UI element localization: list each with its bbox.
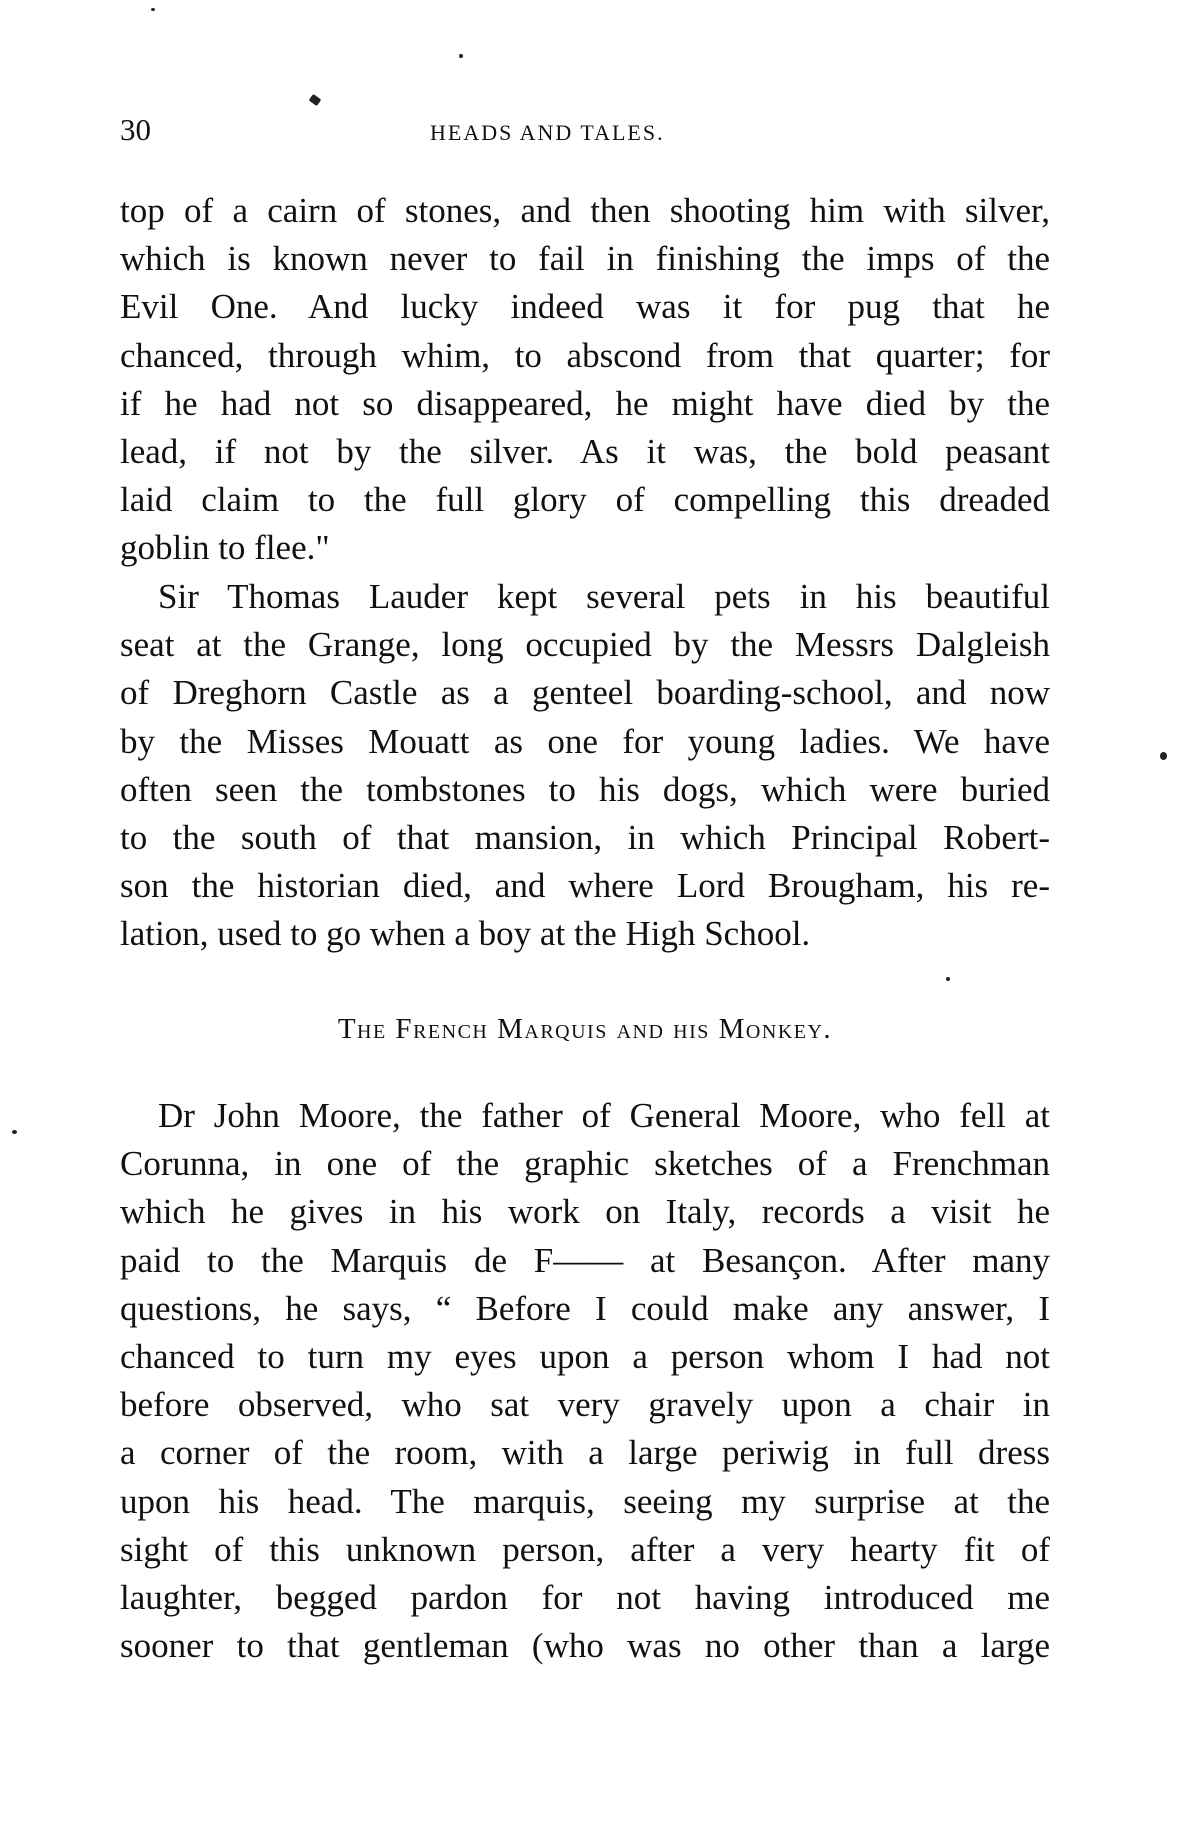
text-line: son the historian died, and where Lord Brougham, his re- [120, 866, 1050, 906]
paragraph-marquis [120, 1092, 1050, 1670]
text-line: paid to the Marquis de F—— at Besançon. After many [120, 1240, 1050, 1280]
scan-speck [1160, 752, 1167, 760]
text-line: lation, used to go when a boy at the High School. [120, 914, 811, 954]
text-line: which is known never to fail in finishing the imps of the [120, 239, 1050, 279]
scan-speck [459, 54, 463, 58]
text-line: chanced to turn my eyes upon a person whom I had not [120, 1337, 1050, 1377]
text-line: before observed, who sat very gravely upon a chair in [120, 1385, 1050, 1425]
text-line: Dr John Moore, the father of General Moore, who fell at [158, 1096, 1050, 1135]
text-line: of Dreghorn Castle as a genteel boarding-school, and now [120, 673, 1050, 713]
text-line: sight of this unknown person, after a very hearty fit of [120, 1529, 1050, 1569]
running-title: HEADS AND TALES. [430, 120, 665, 145]
section-heading: The French Marquis and his Monkey. [337, 1013, 833, 1045]
scan-speck [309, 94, 322, 106]
paragraph-continuation [120, 187, 1050, 573]
text-line: chanced, through whim, to abscond from that quarter; for [120, 335, 1050, 375]
text-line: laughter, begged pardon for not having introduced me [120, 1578, 1050, 1618]
text-line: Evil One. And lucky indeed was it for pug that he [120, 287, 1050, 327]
text-line: Corunna, in one of the graphic sketches of a Frenchman [120, 1144, 1050, 1184]
text-line: often seen the tombstones to his dogs, which were buried [120, 769, 1050, 809]
text-line: to the south of that mansion, in which Principal Robert- [120, 818, 1050, 858]
scan-speck [946, 977, 950, 981]
text-line: lead, if not by the silver. As it was, the bold peasant [120, 432, 1050, 472]
scan-speck [151, 8, 155, 11]
text-line: sooner to that gentleman (who was no other than a large [120, 1626, 1050, 1666]
text-line: Sir Thomas Lauder kept several pets in his beautiful [158, 577, 1050, 616]
scan-speck [12, 1130, 17, 1134]
text-line: questions, he says, “ Before I could make any answer, I [120, 1288, 1050, 1328]
text-line: goblin to flee." [120, 528, 330, 568]
page-number: 30 [120, 112, 151, 147]
text-line: a corner of the room, with a large periwig in full dress [120, 1433, 1050, 1473]
text-line: upon his head. The marquis, seeing my surprise at the [120, 1481, 1050, 1521]
text-line: laid claim to the full glory of compelling this dreaded [120, 480, 1050, 520]
text-line: which he gives in his work on Italy, records a visit he [120, 1192, 1050, 1232]
text-line: top of a cairn of stones, and then shooting him with silver, [120, 191, 1050, 230]
text-line: if he had not so disappeared, he might have died by the [120, 383, 1050, 423]
paragraph-lauder-pets [120, 573, 1050, 959]
text-line: by the Misses Mouatt as one for young ladies. We have [120, 721, 1050, 761]
text-line: seat at the Grange, long occupied by the Messrs Dalgleish [120, 625, 1050, 665]
